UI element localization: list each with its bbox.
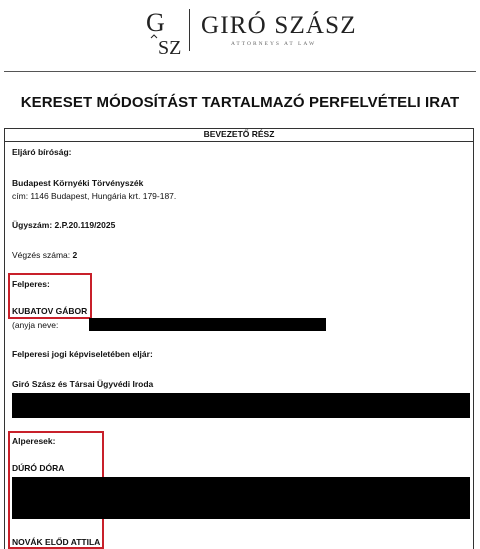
logo-divider: [189, 9, 190, 51]
case-number: Ügyszám: 2.P.20.119/2025: [12, 220, 116, 230]
court-name: Budapest Környéki Törvényszék: [12, 178, 144, 188]
order-number-line: [12, 250, 77, 260]
order-number: 2: [72, 250, 78, 260]
law-firm-name: Giró Szász és Társai Ügyvédi Iroda: [12, 379, 154, 389]
svg-text:G: G: [146, 8, 165, 37]
firm-logo: [0, 0, 480, 70]
firm-details-redaction: [12, 393, 470, 418]
gsz-monogram-icon: [143, 6, 183, 58]
section-heading: BEVEZETŐ RÉSZ: [4, 128, 474, 142]
mother-name-redaction: [89, 318, 326, 331]
court-address: cím: 1146 Budapest, Hungária krt. 179-187.: [12, 191, 177, 201]
order-label: Végzés száma:: [12, 250, 71, 260]
svg-text:SZ: SZ: [158, 37, 182, 58]
plaintiff-name: KUBATOV GÁBOR: [12, 306, 88, 316]
court-label: Eljáró bíróság:: [12, 147, 72, 157]
defendants-label: Alperesek:: [12, 436, 56, 446]
representation-label: Felperesi jogi képviseletében eljár:: [12, 349, 153, 359]
defendant-1-redaction: [12, 477, 470, 519]
firm-name: GIRÓ SZÁSZ: [201, 12, 357, 39]
document-title: KERESET MÓDOSÍTÁST TARTALMAZÓ PERFELVÉTELI IRAT: [20, 94, 460, 111]
firm-subtitle: ATTORNEYS AT LAW: [231, 41, 317, 47]
defendant-1-name: DÚRÓ DÓRA: [12, 463, 65, 473]
header-divider: [4, 71, 476, 72]
defendant-2-name: NOVÁK ELŐD ATTILA: [12, 537, 101, 547]
plaintiff-label: Felperes:: [12, 279, 50, 289]
plaintiff-mother-label: (anyja neve:: [12, 320, 59, 330]
